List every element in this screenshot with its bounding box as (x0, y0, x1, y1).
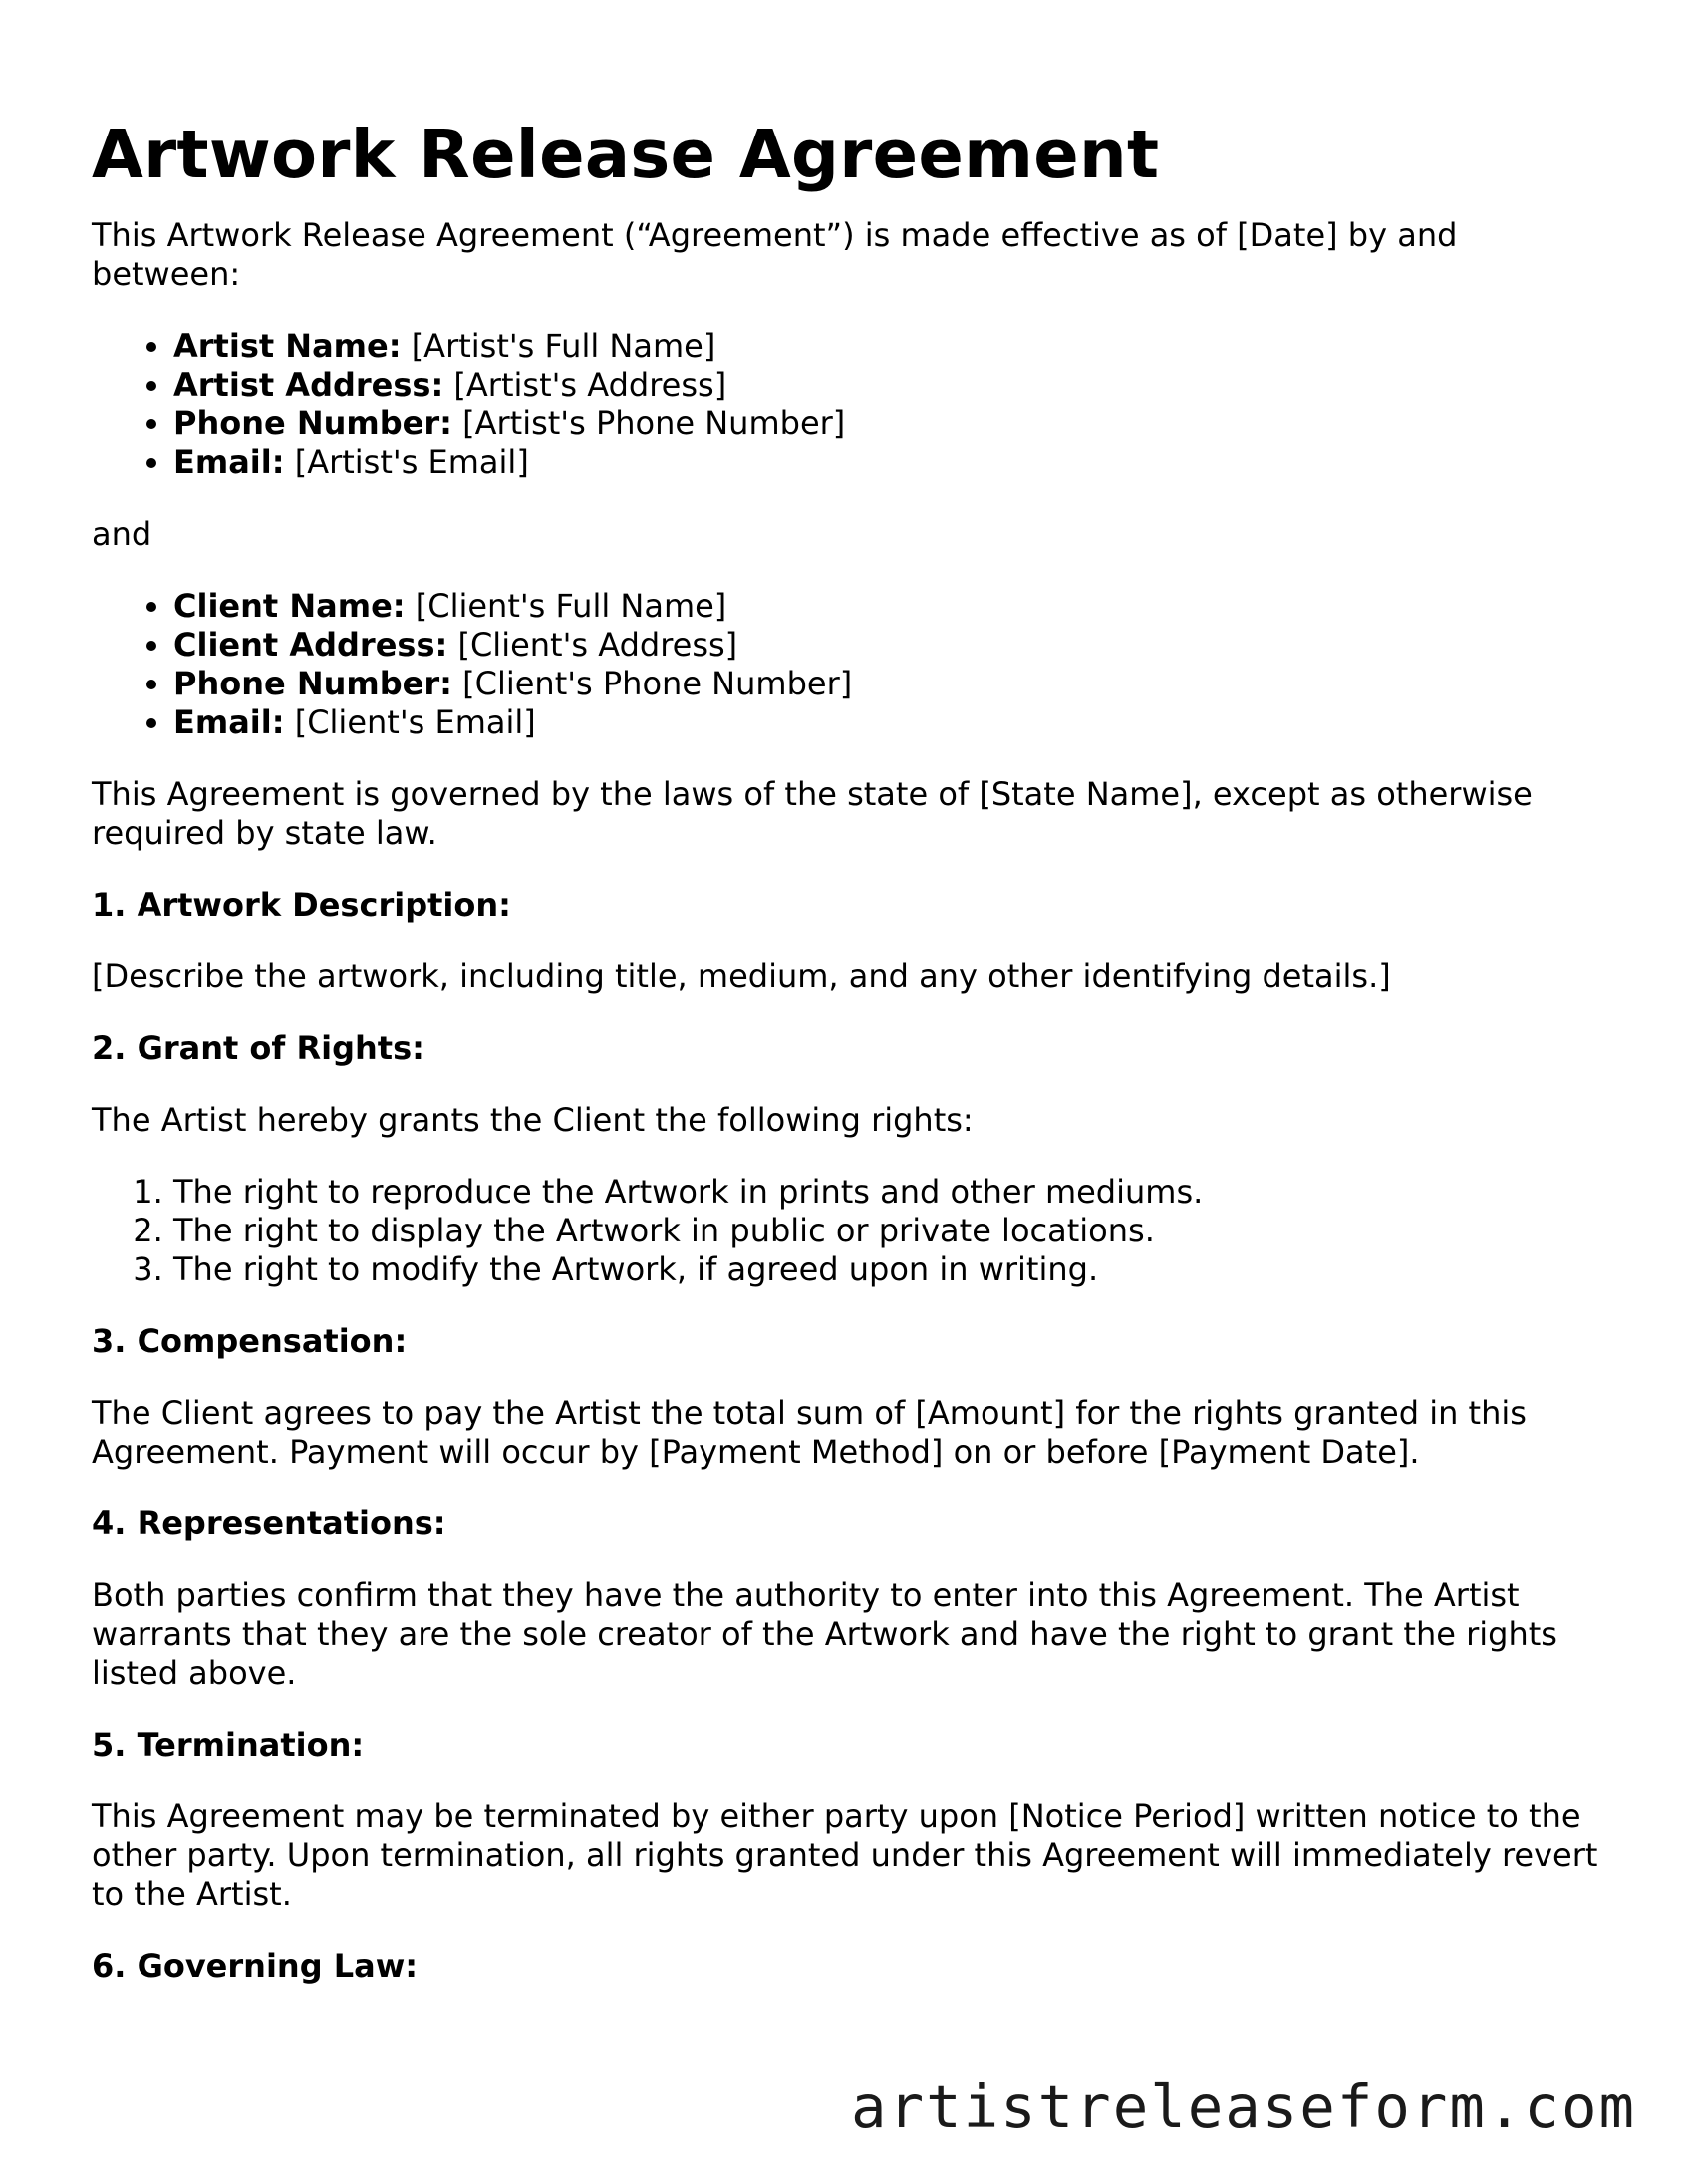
field-label: Artist Name: (173, 327, 402, 366)
field-value: [Client's Phone Number] (462, 665, 853, 703)
list-item (173, 366, 1606, 405)
field-value: [Artist's Email] (294, 443, 529, 482)
field-label: Client Address: (173, 626, 448, 665)
client-details-list (92, 587, 1606, 742)
and-text: and (92, 515, 152, 554)
list-item: 1. The right to reproduce the Artwork in prints and other mediums. (173, 1173, 1606, 1212)
list-item (173, 626, 1606, 665)
field-label: Client Name: (173, 587, 406, 626)
section-heading-termination: 5. Termination: (92, 1726, 365, 1765)
list-item (173, 665, 1606, 703)
section-heading-representations: 4. Representations: (92, 1504, 446, 1543)
website-watermark: artistreleaseform.com (851, 2072, 1636, 2141)
section-body-termination: This Agreement may be terminated by either party upon [Notice Period] written notice to the other party. Upon termination, all rights granted under this Agreement will immediately revert to the Artist. (92, 1797, 1598, 1914)
list-item (173, 703, 1606, 742)
artist-details-list (92, 327, 1606, 482)
document-title: Artwork Release Agreement (92, 116, 1160, 193)
section-body-compensation: The Client agrees to pay the Artist the total sum of [Amount] for the rights granted in this Agreement. Payment will occur by [Payment Method] on or before [Payment Date]. (92, 1394, 1527, 1472)
field-value: [Artist's Phone Number] (462, 405, 846, 443)
intro-paragraph: This Artwork Release Agreement (“Agreement”) is made effective as of [Date] by and between: (92, 216, 1458, 294)
section-heading-compensation: 3. Compensation: (92, 1322, 408, 1361)
field-label: Phone Number: (173, 665, 452, 703)
field-label: Email: (173, 443, 285, 482)
field-value: [Artist's Address] (453, 366, 727, 405)
list-item (173, 405, 1606, 443)
field-value: [Client's Full Name] (415, 587, 727, 626)
section-heading-governing-law: 6. Governing Law: (92, 1947, 419, 1986)
field-label: Phone Number: (173, 405, 452, 443)
rights-list (92, 1173, 1606, 1289)
list-item (173, 587, 1606, 626)
list-item (173, 327, 1606, 366)
field-value: [Client's Address] (457, 626, 738, 665)
section-heading-grant-of-rights: 2. Grant of Rights: (92, 1029, 424, 1068)
field-label: Artist Address: (173, 366, 444, 405)
document-page (92, 115, 1606, 1986)
section-heading-artwork-description: 1. Artwork Description: (92, 886, 511, 925)
field-value: [Artist's Full Name] (411, 327, 716, 366)
section-body-artwork-description: [Describe the artwork, including title, medium, and any other identifying details.] (92, 957, 1391, 996)
list-item: 3. The right to modify the Artwork, if agreed upon in writing. (173, 1250, 1606, 1289)
governed-paragraph: This Agreement is governed by the laws of the state of [State Name], except as otherwise required by state law. (92, 775, 1533, 853)
field-value: [Client's Email] (294, 703, 536, 742)
section-body-representations: Both parties confirm that they have the authority to enter into this Agreement. The Artist warrants that they are the sole creator of the Artwork and have the right to grant the rights listed above. (92, 1576, 1557, 1693)
list-item: 2. The right to display the Artwork in public or private locations. (173, 1212, 1606, 1250)
field-label: Email: (173, 703, 285, 742)
section-body-grant-of-rights: The Artist hereby grants the Client the following rights: (92, 1101, 974, 1140)
list-item (173, 443, 1606, 482)
